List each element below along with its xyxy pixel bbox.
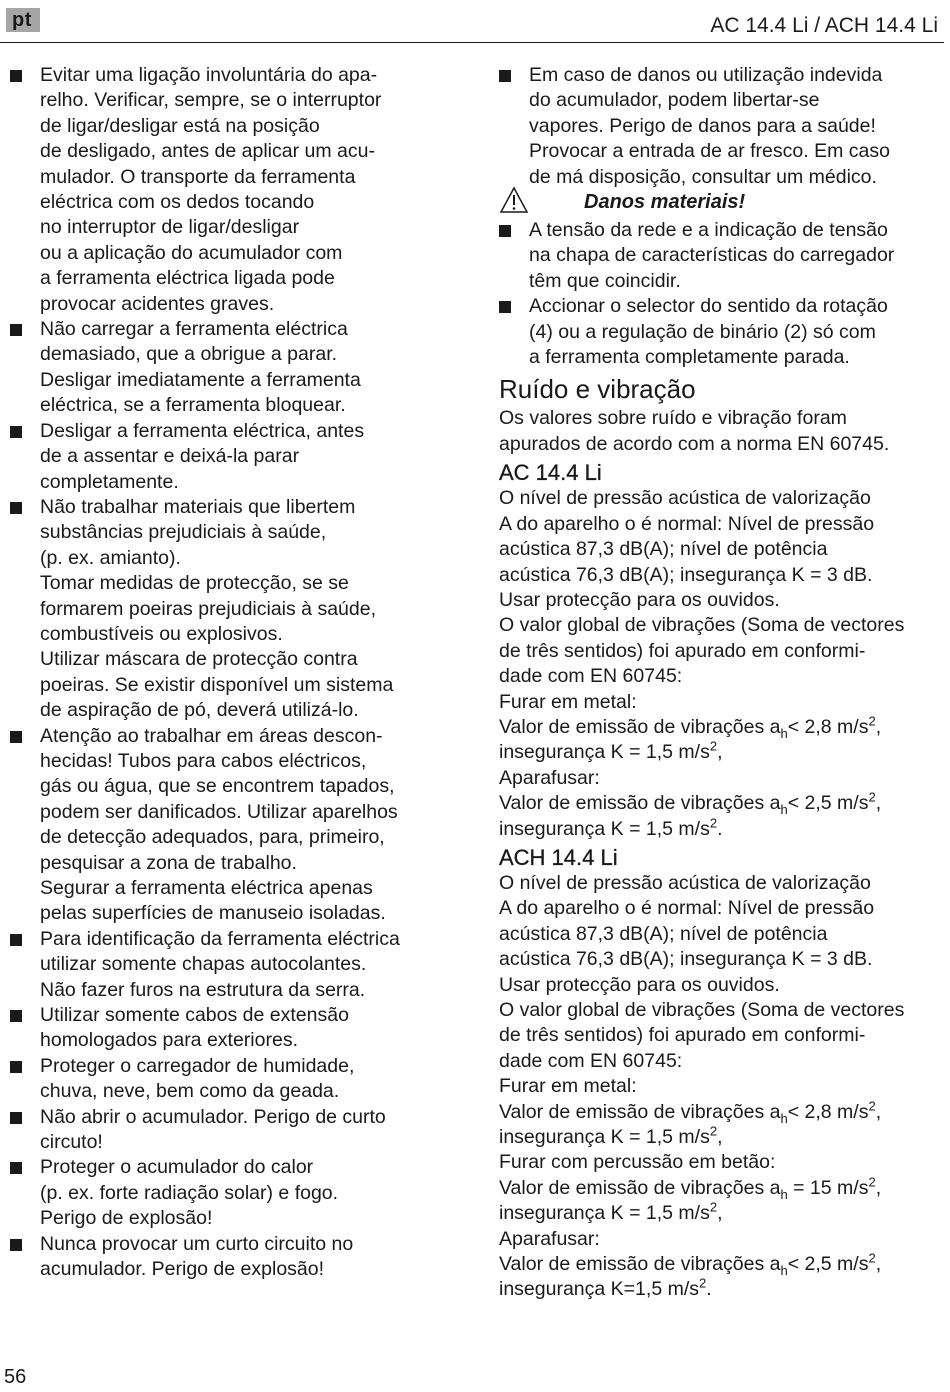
text-line: têm que coincidir. bbox=[529, 269, 681, 292]
text-line: dade com EN 60745: bbox=[499, 1049, 683, 1072]
text-line: de desligado, antes de aplicar um acu- bbox=[40, 140, 375, 163]
text-line: provocar acidentes graves. bbox=[40, 292, 275, 315]
text-line: eléctrica com os dedos tocando bbox=[40, 191, 315, 214]
left-column bbox=[10, 63, 450, 1283]
text-line: de detecção adequados, para, primeiro, bbox=[40, 826, 385, 849]
bullet-square bbox=[10, 1061, 22, 1073]
bullet-square bbox=[10, 1112, 22, 1124]
text-line: na chapa de características do carregador bbox=[529, 244, 895, 267]
text-line: apurados de acordo com a norma EN 60745. bbox=[499, 432, 890, 455]
model-title: AC 14.4 Li / ACH 14.4 Li bbox=[710, 14, 938, 37]
text-line: Accionar o selector do sentido da rotação bbox=[529, 295, 888, 318]
bullet-square bbox=[499, 301, 511, 313]
text-line: utilizar somente chapas autocolantes. bbox=[40, 953, 367, 976]
text-line: (p. ex. forte radiação solar) e fogo. bbox=[40, 1181, 339, 1204]
text-line: Utilizar máscara de protecção contra bbox=[40, 648, 358, 671]
list-item bbox=[10, 63, 450, 317]
text-line: gás ou água, que se encontrem tapados, bbox=[40, 775, 395, 798]
text-line: Usar protecção para os ouvidos. bbox=[499, 973, 780, 996]
text-line: acumulador. Perigo de explosão! bbox=[40, 1258, 325, 1281]
screw-label: Aparafusar: bbox=[499, 1227, 600, 1250]
text-line: completamente. bbox=[40, 470, 179, 493]
screw-label: Aparafusar: bbox=[499, 766, 600, 789]
text-line: Provocar a entrada de ar fresco. Em caso bbox=[529, 140, 890, 163]
text-line: pelas superfícies de manuseio isoladas. bbox=[40, 902, 386, 925]
hammer-label: Furar com percussão em betão: bbox=[499, 1151, 776, 1174]
text-line: Não carregar a ferramenta eléctrica bbox=[40, 318, 348, 341]
text-line: Perigo de explosão! bbox=[40, 1207, 213, 1230]
text-line: A do aparelho o é normal: Nível de pressão bbox=[499, 512, 875, 535]
text-line: demasiado, que a obrigue a parar. bbox=[40, 343, 338, 366]
emission-value: Valor de emissão de vibrações $a_h< 2,8$ $m/s^2$, bbox=[499, 713, 882, 741]
text-line: combustíveis ou explosivos. bbox=[40, 622, 283, 645]
text-line: O valor global de vibrações (Soma de vectores bbox=[499, 999, 905, 1021]
list-item bbox=[499, 218, 939, 294]
bullet-square bbox=[10, 1239, 22, 1251]
uncertainty-value: insegurança K = 1,5 $m/s^2$, bbox=[499, 738, 723, 764]
list-item bbox=[10, 1003, 450, 1054]
warning-row bbox=[499, 190, 939, 218]
text-line: Em caso de danos ou utilização indevida bbox=[529, 64, 883, 86]
text-line: acústica 87,3 dB(A); nível de potência bbox=[499, 922, 828, 945]
text-line: de aspiração de pó, deverá utilizá-lo. bbox=[40, 699, 359, 722]
bullet-square bbox=[10, 1010, 22, 1022]
text-line: O nível de pressão acústica de valorização bbox=[499, 487, 871, 510]
text-line: de três sentidos) foi apurado em conformi- bbox=[499, 1024, 866, 1047]
header-divider bbox=[0, 42, 944, 43]
uncertainty-value: insegurança K=1,5 $m/s^2$. bbox=[499, 1275, 712, 1301]
text-line: Desligar a ferramenta eléctrica, antes bbox=[40, 419, 365, 442]
list-item bbox=[499, 294, 939, 370]
text-line: Segurar a ferramenta eléctrica apenas bbox=[40, 877, 373, 899]
text-line: Evitar uma ligação involuntária do apa- bbox=[40, 64, 378, 86]
list-item bbox=[10, 495, 450, 724]
text-line: Para identificação da ferramenta eléctrica bbox=[40, 927, 400, 950]
bullet-square bbox=[10, 324, 22, 336]
list-item bbox=[10, 927, 450, 1003]
text-line: eléctrica, se a ferramenta bloquear. bbox=[40, 394, 346, 417]
text-line: vapores. Perigo de danos para a saúde! bbox=[529, 114, 876, 137]
subsection-title-ach: ACH 14.4 Li bbox=[499, 844, 618, 870]
text-line: Utilizar somente cabos de extensão bbox=[40, 1004, 349, 1027]
text-line: (4) ou a regulação de binário (2) só com bbox=[529, 320, 876, 343]
text-line: de três sentidos) foi apurado em conformi- bbox=[499, 639, 866, 662]
text-line: Desligar imediatamente a ferramenta bbox=[40, 368, 361, 391]
text-line: acústica 76,3 dB(A); insegurança K = 3 dB. bbox=[499, 948, 873, 971]
bullet-square bbox=[10, 731, 22, 743]
text-line: acústica 87,3 dB(A); nível de potência bbox=[499, 538, 828, 561]
text-line: de má disposição, consultar um médico. bbox=[529, 165, 877, 188]
text-line: Proteger o acumulador do calor bbox=[40, 1156, 314, 1179]
text-line: (p. ex. amianto). bbox=[40, 546, 181, 569]
text-line: Não trabalhar materiais que libertem bbox=[40, 495, 356, 518]
text-line: relho. Verificar, sempre, se o interruptor bbox=[40, 89, 382, 112]
warning-title: Danos materiais! bbox=[584, 191, 746, 214]
right-column bbox=[499, 63, 939, 1303]
text-line: Nunca provocar um curto circuito no bbox=[40, 1232, 354, 1255]
text-line: O valor global de vibrações (Soma de vectores bbox=[499, 614, 905, 637]
text-line: A do aparelho o é normal: Nível de pressão bbox=[499, 897, 875, 920]
list-item bbox=[10, 317, 450, 419]
bullet-square bbox=[10, 934, 22, 946]
text-line: Proteger o carregador de humidade, bbox=[40, 1054, 355, 1077]
bullet-square bbox=[10, 502, 22, 514]
text-line: podem ser danificados. Utilizar aparelhos bbox=[40, 800, 398, 823]
text-line: homologados para exteriores. bbox=[40, 1029, 298, 1052]
text-line: hecidas! Tubos para cabos eléctricos, bbox=[40, 749, 367, 772]
text-line: mulador. O transporte da ferramenta bbox=[40, 165, 356, 188]
section-intro bbox=[499, 406, 939, 457]
text-line: formarem poeiras prejudiciais à saúde, bbox=[40, 597, 376, 620]
text-line: circuto! bbox=[40, 1131, 103, 1154]
text-line: Não fazer furos na estrutura da serra. bbox=[40, 978, 366, 1001]
language-badge: pt bbox=[6, 8, 40, 32]
subsection-title-ac: AC 14.4 Li bbox=[499, 460, 602, 486]
uncertainty-value: insegurança K = 1,5 $m/s^2$, bbox=[499, 1199, 723, 1225]
metal-label: Furar em metal: bbox=[499, 1075, 637, 1098]
bullet-square bbox=[10, 70, 22, 82]
list-item bbox=[10, 1105, 450, 1156]
bullet-square bbox=[499, 70, 511, 82]
text-line: de a assentar e deixá-la parar bbox=[40, 445, 300, 468]
list-item bbox=[10, 1155, 450, 1231]
text-line: do acumulador, podem libertar-se bbox=[529, 89, 820, 112]
bullet-square bbox=[10, 426, 22, 438]
text-line: a ferramenta completamente parada. bbox=[529, 346, 850, 369]
text-line: Os valores sobre ruído e vibração foram bbox=[499, 407, 847, 430]
emission-value: Valor de emissão de vibrações $a_h< 2,8$ $m/s^2$, bbox=[499, 1098, 882, 1126]
warning-triangle-icon bbox=[499, 186, 529, 214]
metal-label: Furar em metal: bbox=[499, 690, 637, 713]
text-line: no interruptor de ligar/desligar bbox=[40, 216, 300, 239]
text-line: Usar protecção para os ouvidos. bbox=[499, 588, 780, 611]
page-number: 56 bbox=[4, 1366, 27, 1388]
text-line: pesquisar a zona de trabalho. bbox=[40, 851, 297, 874]
text-line: a ferramenta eléctrica ligada pode bbox=[40, 267, 335, 290]
list-item bbox=[10, 1232, 450, 1283]
text-line: O nível de pressão acústica de valorização bbox=[499, 871, 871, 894]
emission-value: Valor de emissão de vibrações $a_h< 2,5$ $m/s^2$, bbox=[499, 789, 882, 818]
noise-text-ac bbox=[499, 486, 939, 689]
text-line: chuva, neve, bem como da geada. bbox=[40, 1080, 340, 1103]
text-line: dade com EN 60745: bbox=[499, 665, 683, 688]
section-title: Ruído e vibração bbox=[499, 374, 696, 405]
text-line: substâncias prejudiciais à saúde, bbox=[40, 521, 327, 544]
noise-text-ach bbox=[499, 871, 939, 1074]
bullet-square bbox=[10, 1162, 22, 1174]
text-line: ou a aplicação do acumulador com bbox=[40, 241, 343, 264]
text-line: Tomar medidas de protecção, se se bbox=[40, 572, 349, 595]
list-item bbox=[10, 724, 450, 927]
list-item bbox=[10, 419, 450, 495]
emission-value: Valor de emissão de vibrações $a_h< 2,5$ $m/s^2$, bbox=[499, 1250, 882, 1278]
text-line: de ligar/desligar está na posição bbox=[40, 114, 320, 137]
emission-value: Valor de emissão de vibrações $a_h = 15$ $m/s^2$, bbox=[499, 1174, 882, 1202]
text-line: acústica 76,3 dB(A); insegurança K = 3 dB. bbox=[499, 563, 873, 586]
uncertainty-value: insegurança K = 1,5 $m/s^2$, bbox=[499, 1123, 723, 1149]
list-item bbox=[10, 1054, 450, 1105]
text-line: Atenção ao trabalhar em áreas descon- bbox=[40, 724, 383, 747]
uncertainty-value: insegurança K = 1,5 $m/s^2$. bbox=[499, 815, 723, 840]
list-item bbox=[499, 63, 939, 190]
text-line: A tensão da rede e a indicação de tensão bbox=[529, 219, 888, 242]
text-line: Não abrir o acumulador. Perigo de curto bbox=[40, 1105, 386, 1128]
bullet-square bbox=[499, 225, 511, 237]
text-line: poeiras. Se existir disponível um sistema bbox=[40, 673, 394, 696]
